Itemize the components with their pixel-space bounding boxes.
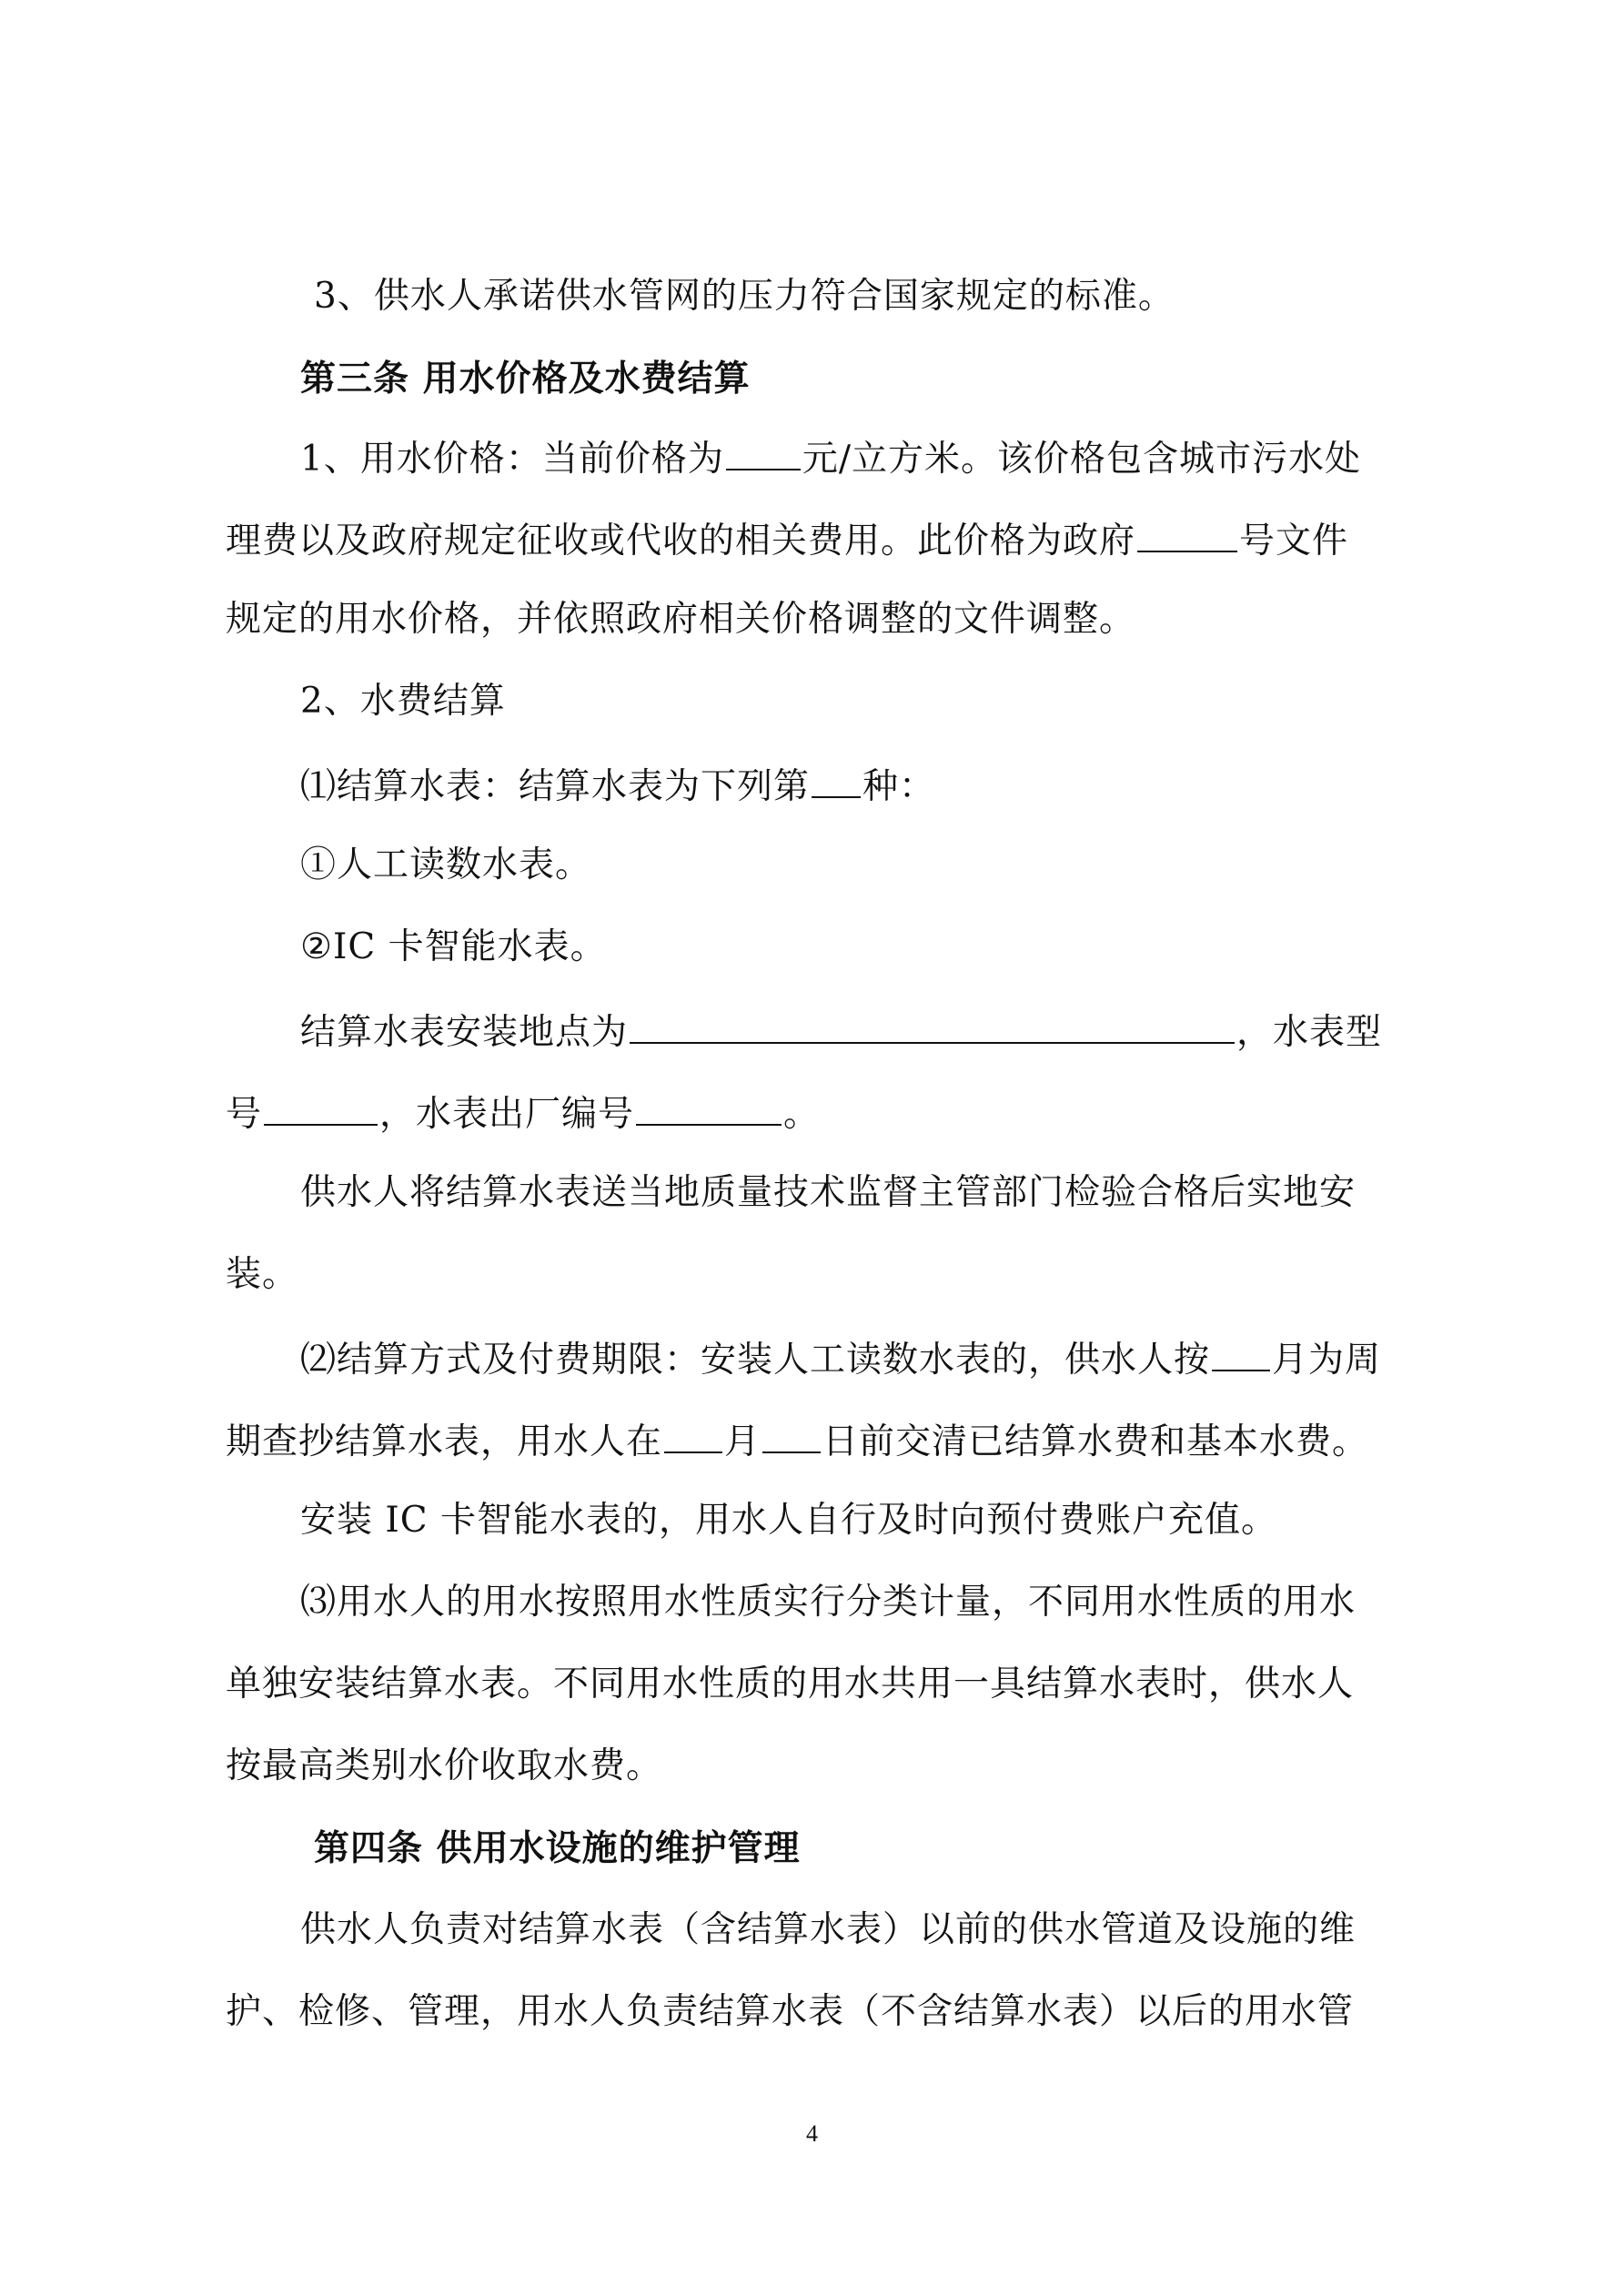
- section-heading-article-4: 第四条 供用水设施的维护管理: [314, 1827, 801, 1869]
- paragraph-line: 结算水表安装地点为 ，水表型: [300, 1006, 1501, 1057]
- list-item: ①人工读数水表。: [300, 845, 592, 885]
- price-blank[interactable]: [726, 432, 801, 470]
- paragraph-line: ⑵结算方式及付费期限：安装人工读数水表的，供水人按 月为周: [300, 1333, 1501, 1384]
- paragraph-line: 安装 IC 卡智能水表的，用水人自行及时向预付费账户充值。: [300, 1500, 1278, 1541]
- paragraph-line: 号 ，水表出厂编号 。: [226, 1087, 1427, 1138]
- meter-serial-blank[interactable]: [636, 1087, 782, 1126]
- paragraph-line: ⑴结算水表：结算水表为下列第 种：: [300, 760, 1501, 811]
- page-number: 4: [806, 2120, 818, 2147]
- paragraph-line: 理费以及政府规定征收或代收的相关费用。此价格为政府 号文件: [226, 514, 1427, 565]
- paragraph-line: 按最高类别水价收取水费。: [226, 1745, 663, 1786]
- paragraph-line: 1、用水价格：当前价格为 元/立方米。该价格包含城市污水处: [300, 432, 1501, 483]
- paragraph-line: 规定的用水价格，并依照政府相关价格调整的文件调整。: [226, 599, 1136, 640]
- paragraph-line: 3、供水人承诺供水管网的压力符合国家规定的标准。: [314, 276, 1175, 317]
- reading-period-blank[interactable]: [1212, 1333, 1270, 1371]
- meter-location-blank[interactable]: [630, 1006, 1235, 1044]
- paragraph-line: 供水人将结算水表送当地质量技术监督主管部门检验合格后实地安: [300, 1172, 1357, 1213]
- meter-model-blank[interactable]: [264, 1087, 378, 1126]
- paragraph-line: 单独安装结算水表。不同用水性质的用水共用一具结算水表时，供水人: [226, 1664, 1355, 1704]
- meter-type-blank[interactable]: [812, 760, 861, 798]
- paragraph-line: 装。: [226, 1254, 299, 1295]
- paragraph-line: 期查抄结算水表，用水人在 月 日前交清已结算水费和基本水费。: [226, 1415, 1427, 1466]
- paragraph-line: 2、水费结算: [300, 681, 506, 722]
- list-item: ②IC 卡智能水表。: [300, 926, 607, 967]
- paragraph-line: 供水人负责对结算水表（含结算水表）以前的供水管道及设施的维: [300, 1909, 1357, 1950]
- section-heading-article-3: 第三条 用水价格及水费结算: [300, 358, 751, 400]
- paragraph-line: 护、检修、管理，用水人负责结算水表（不含结算水表）以后的用水管: [226, 1991, 1355, 2032]
- payment-day-blank[interactable]: [762, 1415, 821, 1453]
- paragraph-line: ⑶用水人的用水按照用水性质实行分类计量，不同用水性质的用水: [300, 1582, 1357, 1623]
- payment-month-blank[interactable]: [664, 1415, 722, 1453]
- document-number-blank[interactable]: [1137, 514, 1237, 552]
